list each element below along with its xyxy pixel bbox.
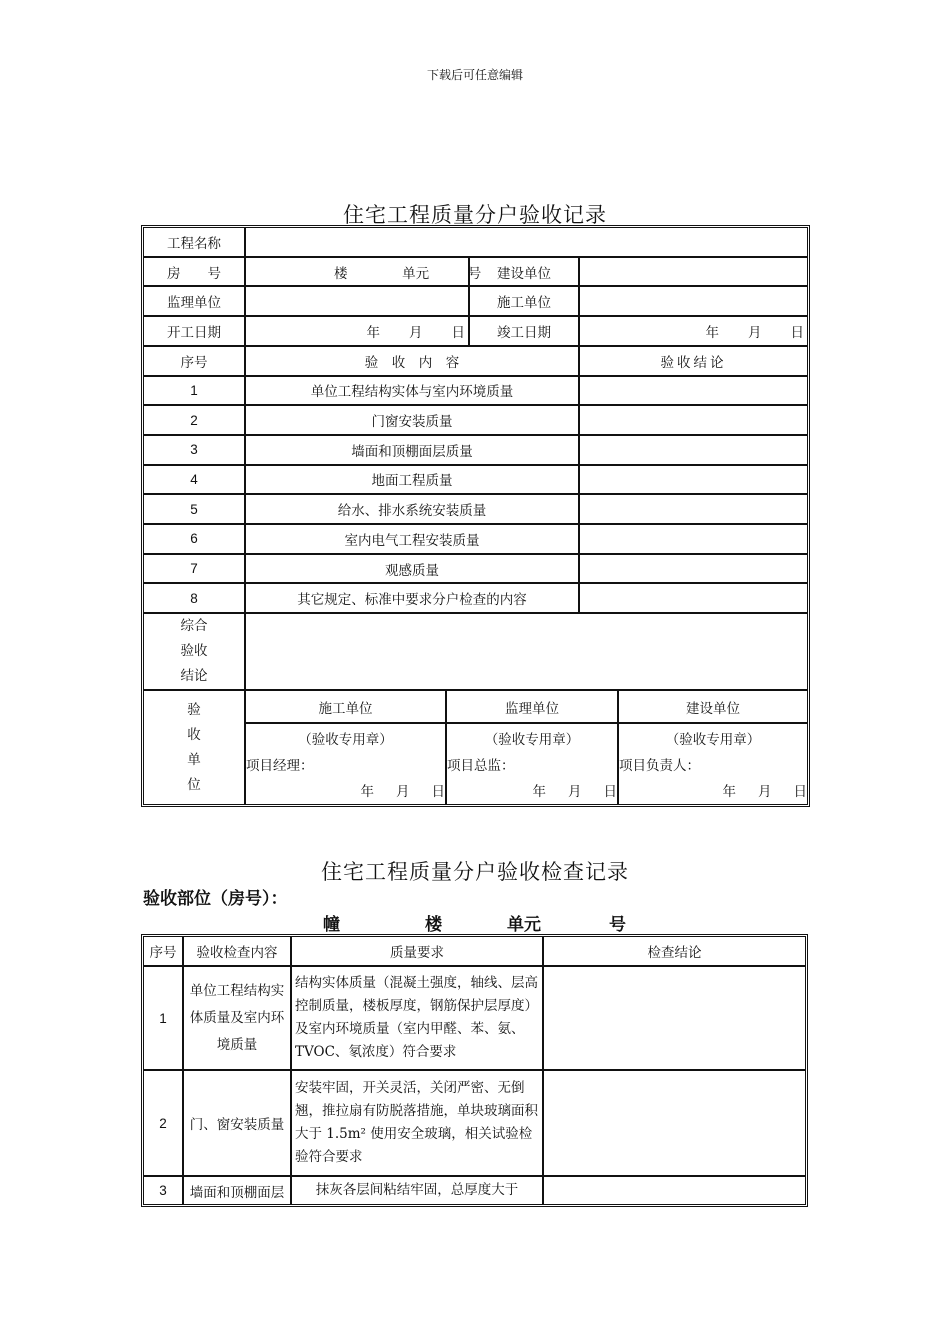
start-date-label: 开工日期 [144,317,246,347]
location-unit: 单元 [507,915,541,935]
sign-unit-contractor: 施工单位 [246,691,446,722]
sign-box-builder[interactable] [618,723,807,804]
item-conclusion-field[interactable] [580,555,807,585]
col-conclusion-header: 检查结论 [544,937,805,967]
item-content: 单位工程结构实体与室内环境质量 [246,377,580,407]
item-no: 2 [144,406,246,436]
sign-date: 年 月 日 [722,783,807,800]
project-name-label: 工程名称 [144,228,246,258]
start-day: 日 [451,324,466,341]
sign-box-contractor[interactable] [246,723,446,804]
builder-label: 建设单位 [470,258,580,288]
builder-field[interactable] [580,258,807,288]
start-month: 月 [409,324,424,341]
stamp-text: （验收专用章） [298,731,393,748]
item-conclusion-field[interactable] [580,525,807,555]
item-content: 室内电气工程安装质量 [246,525,580,555]
end-day: 日 [790,324,805,341]
supervisor-field[interactable] [246,287,470,317]
contractor-label: 施工单位 [470,287,580,317]
units-label-line: 收 [187,726,201,743]
col-seq-header: 序号 [144,347,246,377]
item-conclusion-field[interactable] [580,406,807,436]
sign-unit-builder: 建设单位 [618,691,807,722]
item-no: 3 [144,436,246,466]
start-date-field[interactable] [246,317,470,347]
row-no: 2 [144,1071,184,1177]
summary-label [144,614,246,691]
form2-title: 住宅工程质量分户验收检查记录 [321,860,629,884]
col-content-header: 验 收 内 容 [246,347,580,377]
units-label-line: 验 [187,701,201,718]
signer-label: 项目负责人： [619,757,700,774]
sign-date: 年 月 日 [360,783,445,800]
location-floor: 楼 [425,915,442,935]
col-conclusion-header: 验收结论 [580,347,807,377]
item-no: 1 [144,377,246,407]
row-content: 门、窗安装质量 [184,1071,292,1177]
inspection-record-table [141,934,808,1207]
end-month: 月 [748,324,763,341]
item-conclusion-field[interactable] [580,584,807,614]
end-year: 年 [705,324,720,341]
signer-label: 项目经理： [246,757,314,774]
location-building: 幢 [323,915,340,935]
start-year: 年 [366,324,381,341]
summary-label-line: 结论 [180,668,208,685]
col-requirement-header: 质量要求 [292,937,544,967]
stamp-text: （验收专用章） [484,731,580,748]
room-unit: 单元 [402,265,430,282]
project-name-field[interactable] [246,228,807,258]
item-conclusion-field[interactable] [580,466,807,496]
contractor-field[interactable] [580,287,807,317]
sign-unit-supervisor: 监理单位 [446,691,618,722]
item-conclusion-field[interactable] [580,495,807,525]
item-no: 6 [144,525,246,555]
units-label-line: 位 [187,776,201,793]
item-no: 4 [144,466,246,496]
row-requirement: 结构实体质量（混凝土强度，轴线、层高控制质量，楼板厚度，钢筋保护层厚度）及室内环境质量（室内甲醛、苯、氨、TVOC、氡浓度）符合要求 [292,967,544,1071]
row-conclusion-field[interactable] [544,1177,805,1204]
item-no: 7 [144,555,246,585]
item-content: 地面工程质量 [246,466,580,496]
row-requirement: 安装牢固，开关灵活，关闭严密、无倒翘，推拉扇有防脱落措施，单块玻璃面积大于 1.5m² 使用安全玻璃，相关试验检验符合要求 [292,1071,544,1177]
row-content: 墙面和顶棚面层 [184,1177,292,1204]
units-label [144,691,246,804]
stamp-text: （验收专用章） [665,731,761,748]
item-content: 门窗安装质量 [246,406,580,436]
acceptance-record-table [141,225,810,807]
room-building: 楼 [334,265,348,282]
sign-date: 年 月 日 [532,783,617,800]
room-label: 房 号 [144,258,246,288]
summary-field[interactable] [246,614,807,691]
row-conclusion-field[interactable] [544,967,805,1071]
summary-label-line: 综合 [180,618,208,635]
item-no: 8 [144,584,246,614]
item-content: 墙面和顶棚面层质量 [246,436,580,466]
room-field[interactable] [246,258,482,288]
end-date-field[interactable] [580,317,807,347]
sign-table [246,691,807,804]
sign-box-supervisor[interactable] [446,723,618,804]
row-content: 单位工程结构实体质量及室内环境质量 [184,967,292,1071]
item-content: 观感质量 [246,555,580,585]
row-requirement: 抹灰各层间粘结牢固，总厚度大于 [292,1177,544,1204]
item-content: 其它规定、标准中要求分户检查的内容 [246,584,580,614]
item-content: 给水、排水系统安装质量 [246,495,580,525]
location-label: 验收部位（房号）： [143,889,288,909]
header-note: 下载后可任意编辑 [426,68,523,82]
supervisor-label: 监理单位 [144,287,246,317]
end-date-label: 竣工日期 [470,317,580,347]
row-conclusion-field[interactable] [544,1071,805,1177]
item-conclusion-field[interactable] [580,377,807,407]
units-label-line: 单 [187,751,201,768]
col-content-header: 验收检查内容 [184,937,292,967]
signer-label: 项目总监： [447,757,515,774]
location-number: 号 [609,915,626,935]
row-no: 1 [144,967,184,1071]
item-no: 5 [144,495,246,525]
room-number: 号 [467,265,482,282]
col-seq-header: 序号 [144,937,184,967]
sign-area [246,691,807,804]
summary-label-line: 验收 [180,643,208,660]
row-no: 3 [144,1177,184,1204]
form1-title: 住宅工程质量分户验收记录 [343,203,607,227]
item-conclusion-field[interactable] [580,436,807,466]
